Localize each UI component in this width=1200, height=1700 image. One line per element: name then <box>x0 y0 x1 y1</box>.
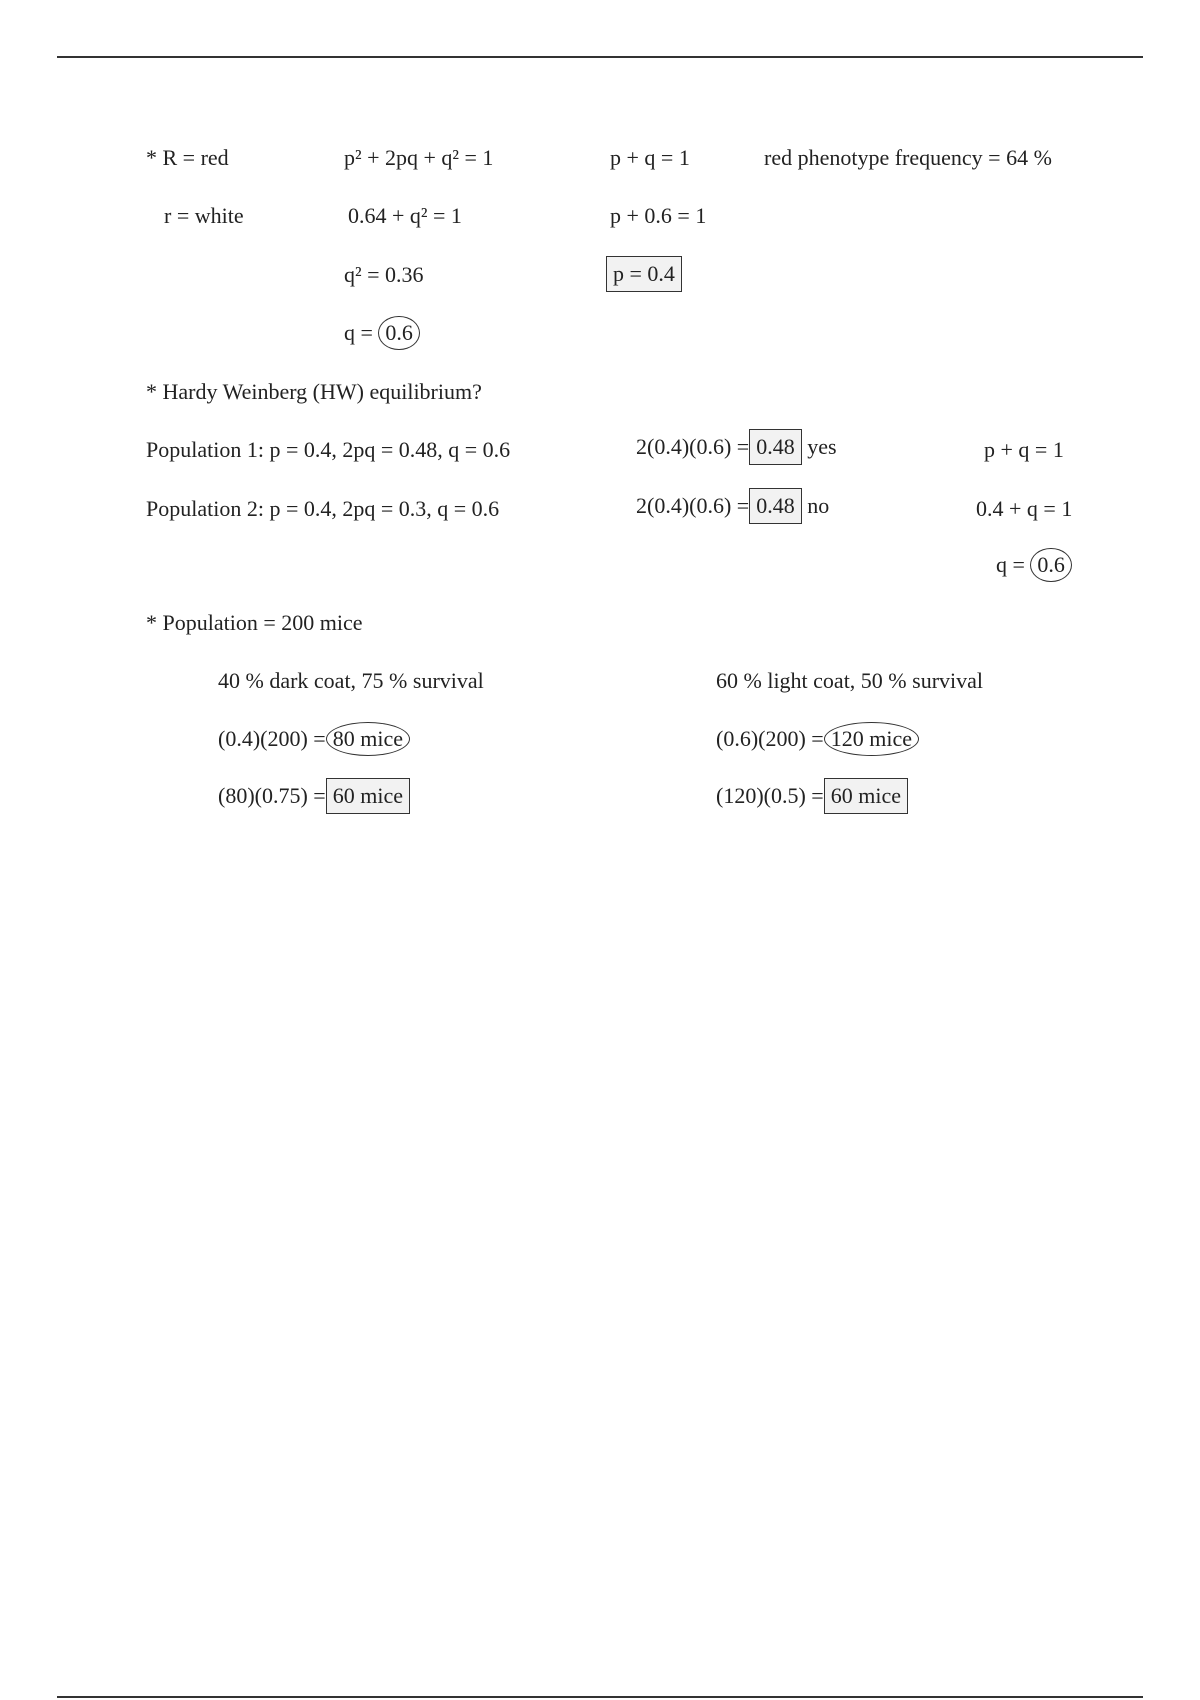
allele-r-red: * R = red <box>146 145 229 170</box>
dark-coat-survivors-boxed: 60 mice <box>326 778 410 814</box>
q-result <box>344 316 420 350</box>
dark-coat-count <box>218 722 410 756</box>
q-result-label: q = <box>344 320 373 345</box>
dark-coat-count-expr: (0.4)(200) = <box>218 726 326 751</box>
p-result-boxed: p = 0.4 <box>606 256 682 292</box>
dark-coat-survivors-expr: (80)(0.75) = <box>218 783 326 808</box>
population-2-calc-boxed: 0.48 <box>749 488 802 524</box>
light-coat-count-circled: 120 mice <box>824 722 919 756</box>
side-q-result <box>996 548 1072 582</box>
hw-equation: p² + 2pq + q² = 1 <box>344 145 494 170</box>
light-coat-label: 60 % light coat, 50 % survival <box>716 668 984 693</box>
dark-coat-survivors <box>218 778 410 814</box>
p-substitution: p + 0.6 = 1 <box>610 203 707 228</box>
side-q-label: q = <box>996 552 1025 577</box>
population-1-calc-expr: 2(0.4)(0.6) = <box>636 434 750 459</box>
top-rule <box>57 56 1143 58</box>
side-q-circled-value: 0.6 <box>1030 548 1072 582</box>
side-equation-2: 0.4 + q = 1 <box>976 496 1073 521</box>
population-2-calc <box>636 488 829 524</box>
population-1-calc <box>636 429 837 465</box>
population-1-calc-boxed: 0.48 <box>749 429 802 465</box>
side-equation-1: p + q = 1 <box>984 437 1064 462</box>
population-1: Population 1: p = 0.4, 2pq = 0.48, q = 0.6 <box>146 437 511 462</box>
population-1-answer: yes <box>807 434 837 459</box>
population-2-answer: no <box>807 493 830 518</box>
light-coat-count-expr: (0.6)(200) = <box>716 726 824 751</box>
p-result <box>606 256 682 292</box>
population-2: Population 2: p = 0.4, 2pq = 0.3, q = 0.6 <box>146 496 500 521</box>
hw-substitution: 0.64 + q² = 1 <box>348 203 462 228</box>
red-phenotype-frequency: red phenotype frequency = 64 % <box>764 145 1052 170</box>
light-coat-survivors-boxed: 60 mice <box>824 778 908 814</box>
population-2-calc-expr: 2(0.4)(0.6) = <box>636 493 750 518</box>
light-coat-survivors <box>716 778 908 814</box>
allele-r-white: r = white <box>164 203 244 228</box>
dark-coat-count-circled: 80 mice <box>326 722 410 756</box>
p-q-sum: p + q = 1 <box>610 145 690 170</box>
hw-heading: * Hardy Weinberg (HW) equilibrium? <box>146 379 482 404</box>
dark-coat-label: 40 % dark coat, 75 % survival <box>218 668 484 693</box>
q-result-circled-value: 0.6 <box>378 316 420 350</box>
q-squared: q² = 0.36 <box>344 262 424 287</box>
light-coat-count <box>716 722 919 756</box>
population-heading: * Population = 200 mice <box>146 610 363 635</box>
bottom-rule <box>57 1696 1143 1698</box>
light-coat-survivors-expr: (120)(0.5) = <box>716 783 824 808</box>
